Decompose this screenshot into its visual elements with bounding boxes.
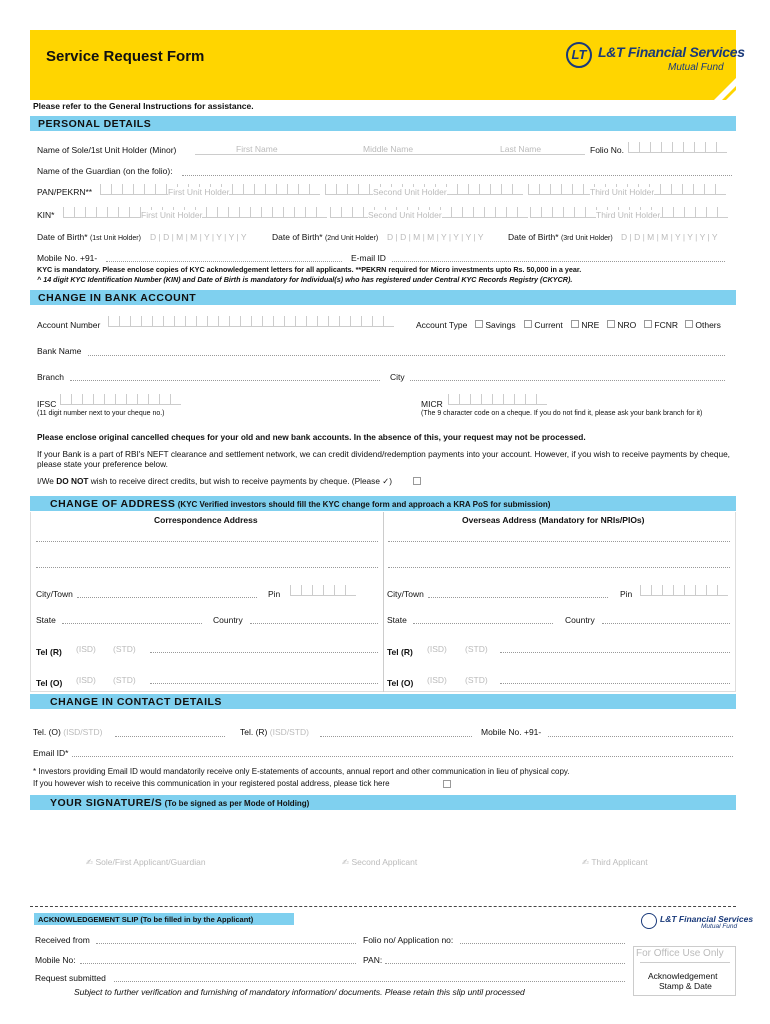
corr-state-input[interactable] <box>62 623 202 624</box>
ack-mobile-input[interactable] <box>80 963 356 964</box>
cheque-note: Please enclose original cancelled cheques for your old and new bank accounts. In the absence of this, your request may not be processed. <box>37 432 586 442</box>
overseas-pin-label: Pin <box>620 589 633 599</box>
overseas-state-label: State <box>387 615 407 625</box>
corr-pin-input[interactable] <box>290 585 356 596</box>
overseas-tel-o-label: Tel (O) <box>387 678 414 688</box>
ack-pan-input[interactable] <box>385 963 625 964</box>
account-type-savings[interactable]: Savings <box>475 320 516 330</box>
corr-tel-r-label: Tel (R) <box>36 647 62 657</box>
branch-label: Branch <box>37 372 64 382</box>
ack-logo-icon <box>641 913 657 929</box>
micr-note: (The 9 character code on a cheque. If you do not find it, please ask your bank branch for it) <box>421 410 703 417</box>
overseas-state-input[interactable] <box>413 623 553 624</box>
middle-name-field[interactable]: Middle Name <box>363 144 414 154</box>
contact-email-input[interactable] <box>72 756 733 757</box>
micr-label: MICR <box>421 399 443 409</box>
ack-brand-name: L&T Financial Services <box>660 914 754 924</box>
mobile-label: Mobile No. +91- <box>37 253 98 263</box>
dob2-label: Date of Birth* (2nd Unit Holder) <box>272 232 379 242</box>
brand-logo-icon: LT <box>566 42 592 68</box>
folio-label: Folio No. <box>590 145 625 155</box>
account-type-fcnr[interactable]: FCNR <box>644 320 678 330</box>
account-type-current[interactable]: Current <box>524 320 563 330</box>
corr-address-heading: Correspondence Address <box>154 515 258 525</box>
contact-title: CHANGE IN CONTACT DETAILS <box>50 696 222 708</box>
guardian-label: Name of the Guardian (on the folio): <box>37 166 173 176</box>
contact-tel-o-input[interactable] <box>115 736 225 737</box>
dob1-input[interactable]: D | D | M | M | Y | Y | Y | Y <box>150 232 247 242</box>
corr-tel-o-label: Tel (O) <box>36 678 63 688</box>
ack-folio-label: Folio no/ Application no: <box>363 935 454 945</box>
neft-note: If your Bank is a part of RBI's NEFT clearance and settlement network, we can credit dividend/redemption payments into your account. However, if you wish to receive payments by cheque, please state your preference below. <box>37 449 730 469</box>
corr-address-line1[interactable] <box>36 541 378 542</box>
contact-mobile-input[interactable] <box>548 736 733 737</box>
no-direct-credit-option[interactable]: I/We DO NOT wish to receive direct credits, but wish to receive payments by cheque. (Please ✓) <box>37 476 392 486</box>
bank-name-label: Bank Name <box>37 346 82 356</box>
ifsc-label: IFSC <box>37 399 57 409</box>
contact-tel-r-input[interactable] <box>320 736 472 737</box>
contact-mobile-label: Mobile No. +91- <box>481 727 542 737</box>
contact-tel-r-isdstd: (ISD/STD) <box>269 727 309 737</box>
micr-input[interactable] <box>448 394 547 405</box>
pen-icon: ✍ <box>86 857 94 867</box>
overseas-pin-input[interactable] <box>640 585 728 596</box>
overseas-tel-r-isd[interactable]: (ISD) <box>427 644 447 654</box>
ack-request-input[interactable] <box>114 981 625 982</box>
ack-pan-label: PAN: <box>363 955 383 965</box>
contact-tel-o-label: Tel. (O) <box>33 727 61 737</box>
ack-footer-note: Subject to further verification and furnishing of mandatory information/ documents. Please retain this slip until processed <box>74 987 525 997</box>
corr-pin-label: Pin <box>268 589 281 599</box>
name-underline <box>195 154 585 155</box>
contact-email-label: Email ID* <box>33 748 69 758</box>
address-divider <box>383 512 384 692</box>
ack-request-label: Request submitted <box>35 973 106 983</box>
brand-name: L&T Financial Services <box>598 44 745 60</box>
ifsc-note: (11 digit number next to your cheque no.) <box>37 410 165 417</box>
overseas-address-heading: Overseas Address (Mandatory for NRIs/PIOs) <box>462 515 645 525</box>
signature-2-field[interactable]: Second Applicant <box>351 857 418 867</box>
contact-tel-o-isdstd: (ISD/STD) <box>63 727 103 737</box>
account-type-nro[interactable]: NRO <box>607 320 636 330</box>
ack-stamp-label-1: Acknowledgement <box>648 971 718 981</box>
kin-second-holder-label: Second Unit Holder <box>368 210 442 220</box>
postal-note: If you however wish to receive this communication in your registered postal address, please tick here <box>33 779 390 788</box>
office-use-label: For Office Use Only <box>636 948 724 959</box>
pan-label: PAN/PEKRN** <box>37 187 93 197</box>
corr-country-input[interactable] <box>250 623 378 624</box>
ack-received-input[interactable] <box>96 943 356 944</box>
account-type-others[interactable]: Others <box>685 320 721 330</box>
city-label: City <box>390 372 405 382</box>
ack-received-label: Received from <box>35 935 90 945</box>
signature-1-field[interactable]: Sole/First Applicant/Guardian <box>95 857 206 867</box>
overseas-city-input[interactable] <box>428 597 608 598</box>
corr-tel-r-std[interactable]: (STD) <box>113 644 136 654</box>
guardian-input[interactable] <box>182 175 732 176</box>
personal-details-title: PERSONAL DETAILS <box>38 118 152 130</box>
overseas-address-line1[interactable] <box>388 541 730 542</box>
corr-city-input[interactable] <box>77 597 257 598</box>
pan-first-holder-label: First Unit Holder <box>168 187 230 197</box>
ack-stamp-label-2: Stamp & Date <box>659 981 712 991</box>
overseas-tel-o-isd[interactable]: (ISD) <box>427 675 447 685</box>
kyc-note: KYC is mandatory. Please enclose copies of KYC acknowledgement letters for all applicants. **PEKRN required for Micro investments upto Rs. 50,000 in a year. <box>37 265 582 274</box>
corr-state-label: State <box>36 615 56 625</box>
sole-holder-label: Name of Sole/1st Unit Holder (Minor) <box>37 145 177 155</box>
tear-line <box>30 906 736 907</box>
brand-subtitle: Mutual Fund <box>668 62 724 73</box>
corr-tel-o-isd[interactable]: (ISD) <box>76 675 96 685</box>
corr-tel-r-isd[interactable]: (ISD) <box>76 644 96 654</box>
postal-checkbox[interactable] <box>443 780 451 788</box>
ack-title: ACKNOWLEDGEMENT SLIP (To be filled in by the Applicant) <box>38 915 254 924</box>
office-use-divider <box>640 962 730 963</box>
dob1-label: Date of Birth* (1st Unit Holder) <box>37 232 141 242</box>
pen-icon: ✍ <box>582 857 590 867</box>
dob2-input[interactable]: D | D | M | M | Y | Y | Y | Y <box>387 232 484 242</box>
overseas-tel-r-std[interactable]: (STD) <box>465 644 488 654</box>
corr-tel-r-input[interactable] <box>150 652 378 653</box>
account-type-nre[interactable]: NRE <box>571 320 599 330</box>
account-number-input[interactable] <box>108 316 394 327</box>
address-title: CHANGE OF ADDRESS (KYC Verified investors should fill the KYC change form and approach a KRA PoS for submission) <box>50 498 551 510</box>
account-type-label: Account Type <box>416 320 468 330</box>
kin-label: KIN* <box>37 210 55 220</box>
signature-title: YOUR SIGNATURE/S (To be signed as per Mode of Holding) <box>50 797 310 809</box>
no-direct-credit-checkbox[interactable] <box>413 477 421 485</box>
pen-icon: ✍ <box>342 857 350 867</box>
corr-tel-o-input[interactable] <box>150 683 378 684</box>
city-input[interactable] <box>410 380 725 381</box>
pan-third-holder-label: Third Unit Holder <box>590 187 655 197</box>
corr-city-label: City/Town <box>36 589 73 599</box>
dob3-label: Date of Birth* (3rd Unit Holder) <box>508 232 613 242</box>
header-stripe-decoration <box>700 78 736 100</box>
bank-title: CHANGE IN BANK ACCOUNT <box>38 292 197 304</box>
overseas-tel-r-label: Tel (R) <box>387 647 413 657</box>
dob3-input[interactable]: D | D | M | M | Y | Y | Y | Y <box>621 232 718 242</box>
bank-name-input[interactable] <box>88 355 725 356</box>
overseas-city-label: City/Town <box>387 589 424 599</box>
contact-tel-r-label: Tel. (R) <box>240 727 268 737</box>
pan-second-holder-label: Second Unit Holder <box>373 187 447 197</box>
account-number-label: Account Number <box>37 320 101 330</box>
corr-country-label: Country <box>213 615 243 625</box>
mobile-input[interactable] <box>106 261 342 262</box>
overseas-tel-o-std[interactable]: (STD) <box>465 675 488 685</box>
instructions-text: Please refer to the General Instructions for assistance. <box>33 101 254 111</box>
ack-folio-input[interactable] <box>460 943 625 944</box>
folio-input[interactable] <box>628 142 727 153</box>
email-input[interactable] <box>392 261 725 262</box>
overseas-country-input[interactable] <box>602 623 730 624</box>
ifsc-input[interactable] <box>60 394 181 405</box>
branch-input[interactable] <box>70 380 380 381</box>
form-title: Service Request Form <box>46 48 205 65</box>
first-name-field[interactable]: First Name <box>236 144 278 154</box>
last-name-field[interactable]: Last Name <box>500 144 542 154</box>
kin-third-holder-label: Third Unit Holder <box>596 210 661 220</box>
overseas-tel-o-input[interactable] <box>500 683 730 684</box>
overseas-address-line2[interactable] <box>388 567 730 568</box>
kin-note: ^ 14 digit KYC Identification Number (KIN) and Date of Birth is mandatory for Individual(s) who has registered under Central KYC Records Registry (CKYCR). <box>37 275 573 284</box>
signature-3-field[interactable]: Third Applicant <box>591 857 648 867</box>
kin-first-holder-label: First Unit Holder <box>141 210 203 220</box>
form-header <box>30 30 736 100</box>
ack-mobile-label: Mobile No: <box>35 955 76 965</box>
corr-tel-o-std[interactable]: (STD) <box>113 675 136 685</box>
overseas-tel-r-input[interactable] <box>500 652 730 653</box>
email-note: * Investors providing Email ID would mandatorily receive only E-statements of accounts, annual report and other communication in lieu of physical copy. <box>33 767 570 776</box>
corr-address-line2[interactable] <box>36 567 378 568</box>
email-label: E-mail ID <box>351 253 386 263</box>
overseas-country-label: Country <box>565 615 595 625</box>
ack-brand-sub: Mutual Fund <box>701 923 738 930</box>
